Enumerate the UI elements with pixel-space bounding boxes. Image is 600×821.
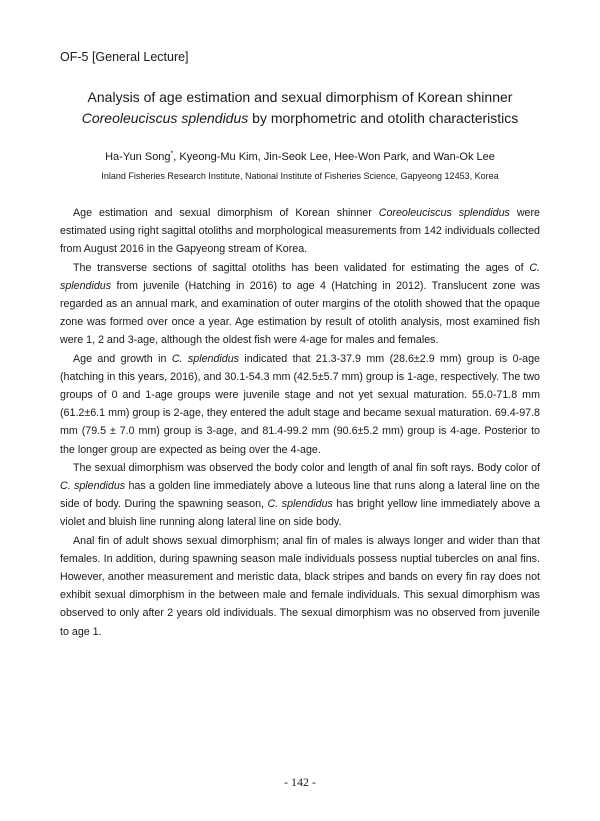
section-label: OF-5 [General Lecture] xyxy=(60,50,189,64)
paragraph-3-text-a: Age and growth in xyxy=(73,352,172,365)
paper-title xyxy=(55,87,545,129)
paragraph-3-text-c: indicated that 21.3-37.9 mm (28.6±2.9 mm) group is 0-age (hatching in this years, 2016), and 30.1-54.3 mm (42.5±5.7 mm) group is 1-age, respectively. The two groups of 0 and 1-age groups were juvenile stage and not yet sexual maturation. 55.0-71.8 mm (61.2±6.1 mm) group is 2-age, they entered the adult stage and became sexual maturation. 69.4-97.8 mm (79.5 ± 7.0 mm) group is 3-age, and 81.4-99.2 mm (90.6±5.2 mm) group is 4-age. Posterior to the longer group are expected as being over the 4-age. xyxy=(60,352,540,456)
paragraph-2-text-a: The transverse sections of sagittal otoliths has been validated for estimating the ages of xyxy=(73,261,530,274)
paragraph-1-text-c: were estimated using right sagittal otoliths and morphological measurements from 142 individuals collected from August 2016 in the Gapyeong stream of Korea. xyxy=(60,207,540,256)
paragraph-4-text-e: has bright yellow line immediately above a violet and bluish line running along lateral line on side body. xyxy=(60,498,540,529)
paragraph-4-text-a: The sexual dimorphism was observed the body color and length of anal fin soft rays. Body color of xyxy=(73,461,540,474)
paragraph-2-text-c: from juvenile (Hatching in 2016) to age 4 (Hatching in 2012). Translucent zone was regarded as an annual mark, and examination of outer margins of the otolith showed that the opaque zone was formed over once a year. Age estimation by result of otolith analysis, most examined fish were 1, 2 and 3-age, although the oldest fish were 4-age for males and females. xyxy=(60,279,540,347)
paragraph-1 xyxy=(60,204,540,259)
first-author: Ha-Yun Song xyxy=(105,151,171,163)
corresponding-author-mark: * xyxy=(170,150,174,158)
paragraph-1-text-a: Age estimation and sexual dimorphism of Korean shinner xyxy=(73,207,379,219)
species-name: C. splendidus xyxy=(171,352,240,365)
paragraph-3 xyxy=(60,350,540,459)
paragraph-4-text-c: has a golden line immediately above a luteous line that runs along a lateral line on the side of body. During the spawning season, xyxy=(60,480,540,511)
co-authors: , Kyeong-Mu Kim, Jin-Seok Lee, Hee-Won Park, and Wan-Ok Lee xyxy=(173,151,495,163)
paragraph-4 xyxy=(60,459,540,532)
title-part-1: Analysis of age estimation and sexual dimorphism of Korean shinner xyxy=(87,89,513,105)
page-number: - 142 - xyxy=(284,775,316,789)
paragraph-2 xyxy=(60,259,540,350)
title-species-name: Coreoleuciscus splendidus xyxy=(81,110,249,126)
author-list xyxy=(40,150,560,164)
abstract-body xyxy=(60,204,540,641)
species-name: Coreoleuciscus splendidus xyxy=(378,207,510,219)
species-name: C. splendidus xyxy=(60,480,126,493)
title-part-2: by morphometric and otolith characteristics xyxy=(248,110,519,126)
paragraph-5: Anal fin of adult shows sexual dimorphism; anal fin of males is always longer and wider than that females. In addition, during spawning season male individuals possess nuptial tubercles on anal fins. However, another measurement and meristic data, black stripes and bands on every fin ray does not exhibit sexual dimorphism in the between male and female individuals. This sexual dimorphism was observed to only after 2 years old individuals. The sexual dimorphism was no observed from juvenile to age 1. xyxy=(60,534,540,638)
species-name: C. splendidus xyxy=(60,261,540,292)
affiliation: Inland Fisheries Research Institute, National Institute of Fisheries Science, Gapyeong 12453, Korea xyxy=(101,171,499,181)
species-name: C. splendidus xyxy=(267,498,333,511)
